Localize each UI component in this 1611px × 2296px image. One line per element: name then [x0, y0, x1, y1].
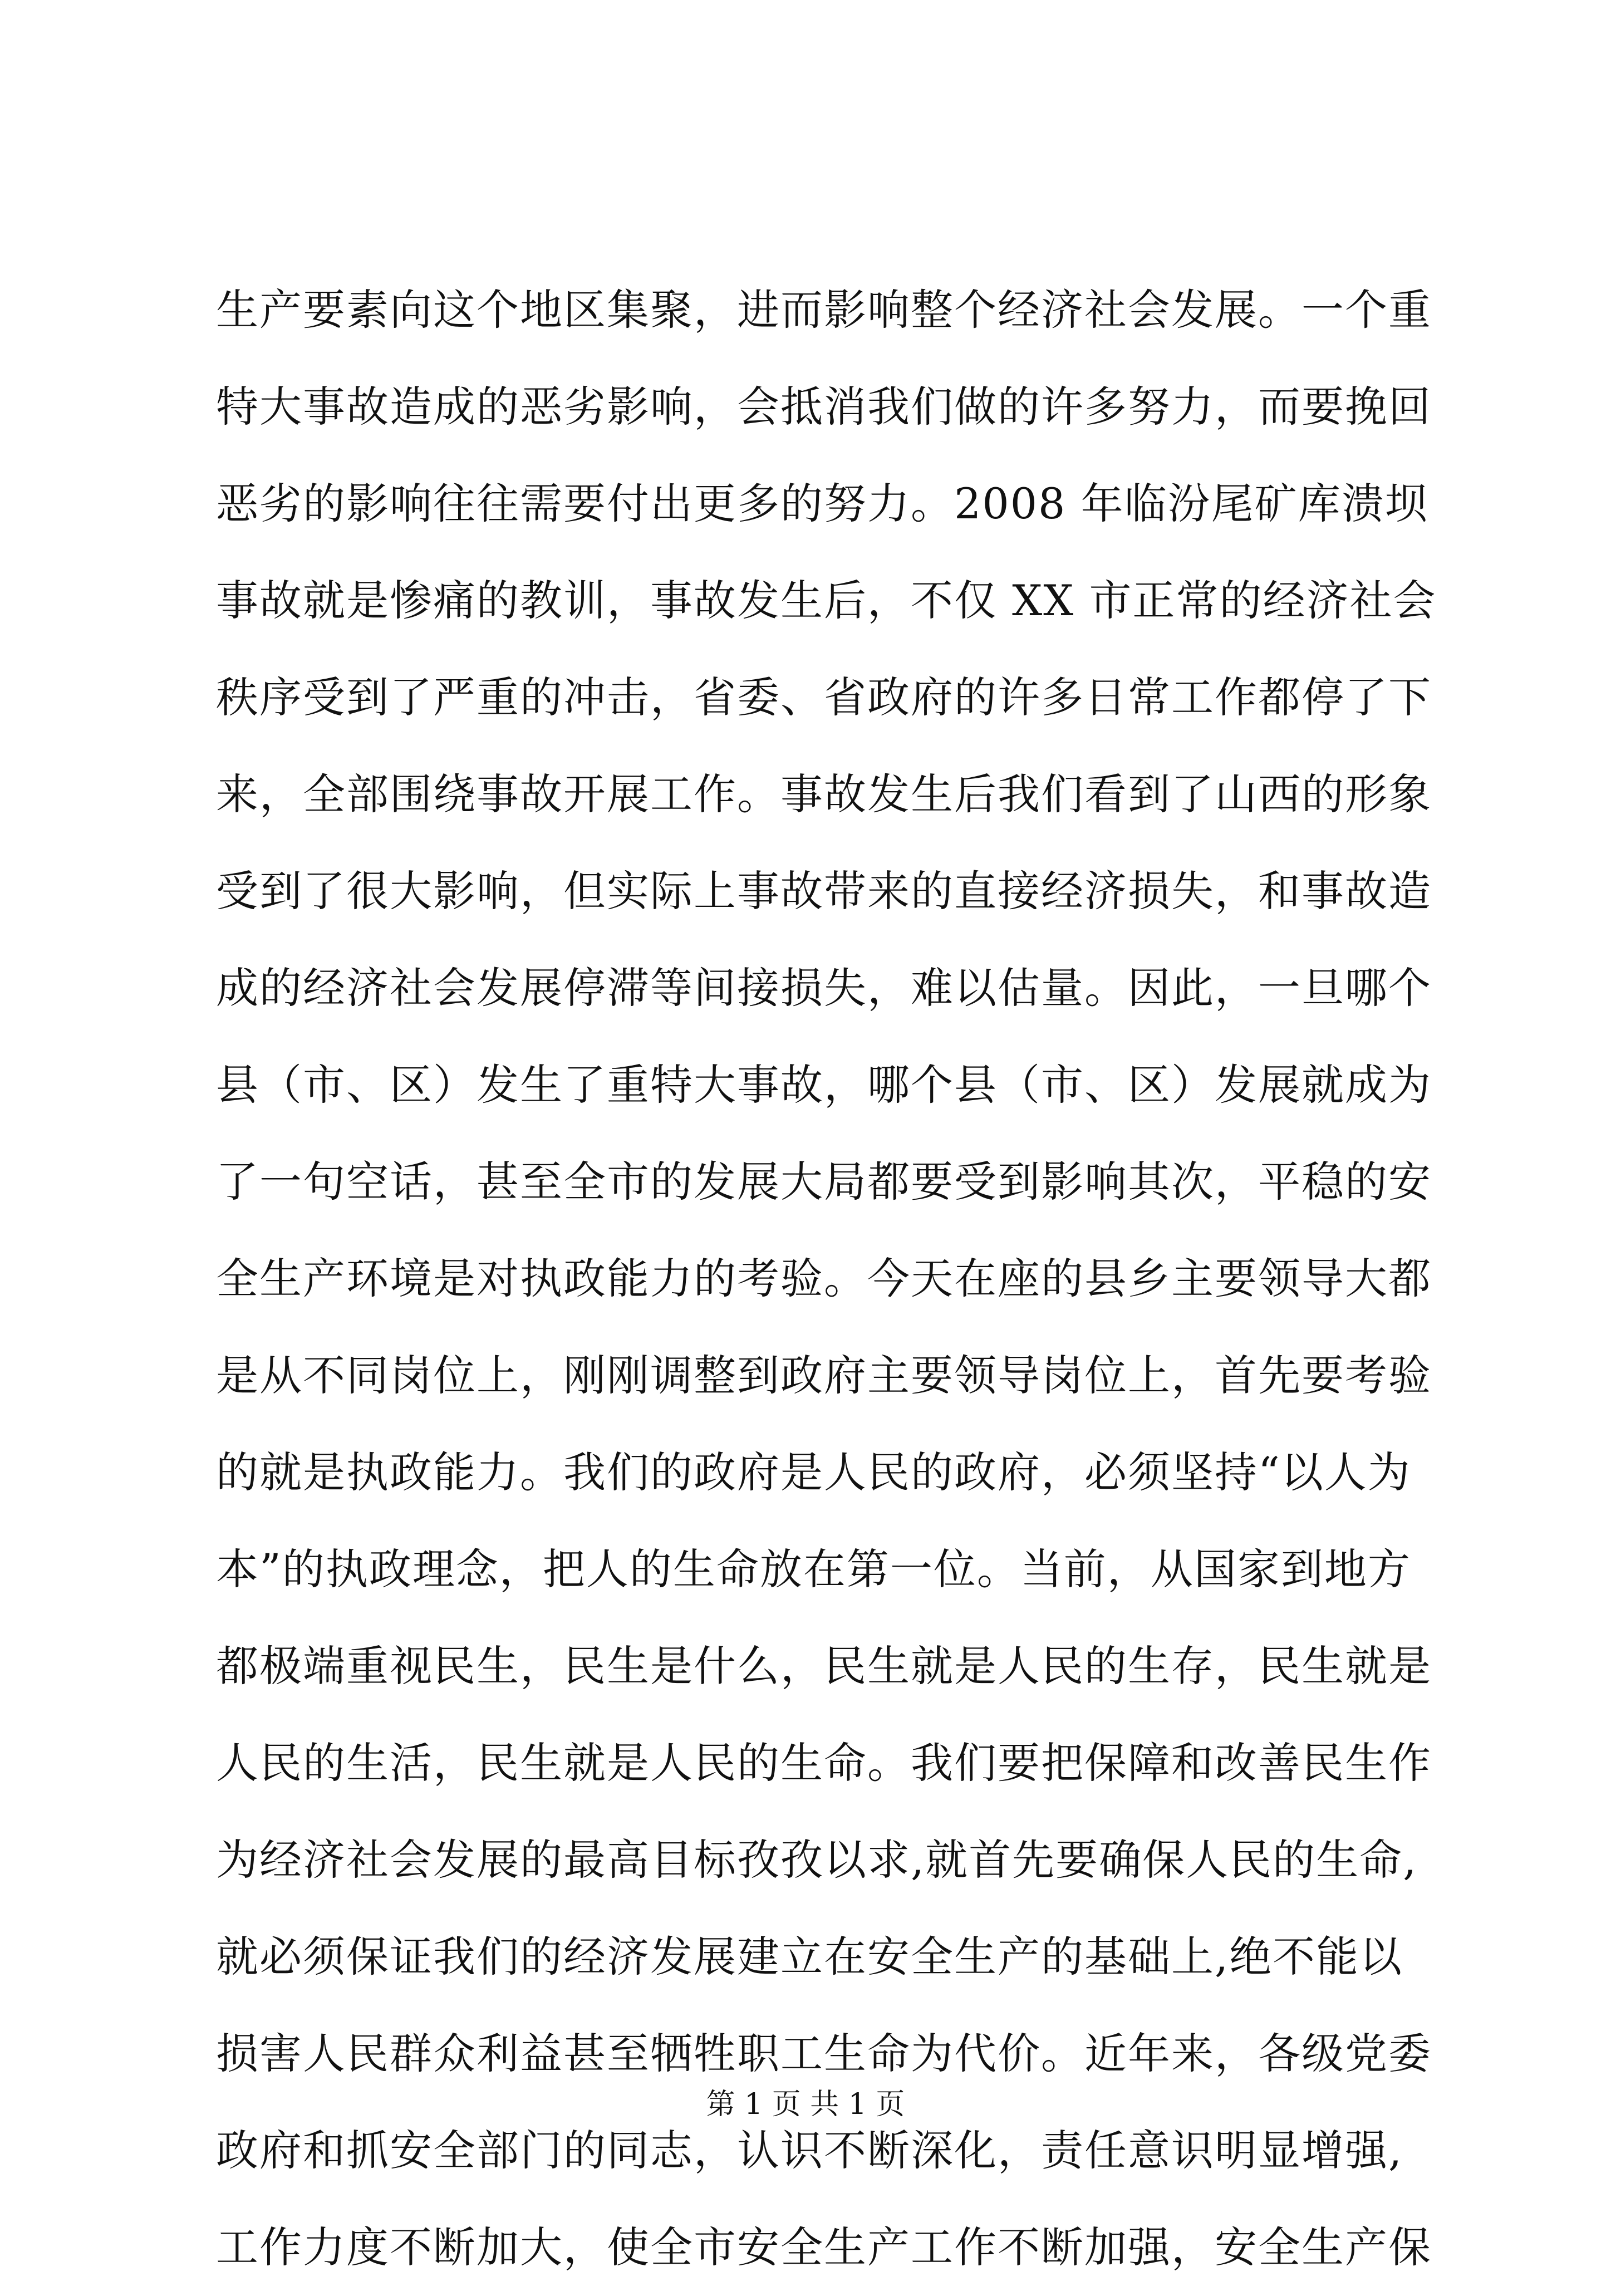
text-line: 恶劣的影响往往需要付出更多的努力。2008 年临汾尾矿库溃坝: [216, 479, 1428, 528]
text-line: 生产要素向这个地区集聚，进而影响整个经济社会发展。一个重: [216, 285, 1432, 335]
text-line: 来，全部围绕事故开展工作。事故发生后我们看到了山西的形象: [216, 769, 1432, 819]
text-line: 都极端重视民生，民生是什么，民生就是人民的生存，民生就是: [216, 1641, 1432, 1691]
text-line: 就必须保证我们的经济发展建立在安全生产的基础上,绝不能以: [216, 1932, 1403, 1981]
text-line: 人民的生活，民生就是人民的生命。我们要把保障和改善民生作: [216, 1738, 1432, 1788]
page-footer: 第 1 页 共 1 页: [706, 2088, 905, 2121]
text-line: 本”的执政理念，把人的生命放在第一位。当前，从国家到地方: [216, 1544, 1411, 1594]
text-line: 成的经济社会发展停滞等间接损失，难以估量。因此，一旦哪个: [216, 963, 1432, 1013]
text-line: 事故就是惨痛的教训，事故发生后，不仅 XX 市正常的经济社会: [216, 576, 1437, 625]
body-text: [216, 262, 1437, 2296]
text-line: 全生产环境是对执政能力的考验。今天在座的县乡主要领导大都: [216, 1254, 1432, 1303]
text-line: 县（市、区）发生了重特大事故，哪个县（市、区）发展就成为: [216, 1060, 1432, 1110]
text-line: 政府和抓安全部门的同志，认识不断深化，责任意识明显增强,: [216, 2126, 1403, 2175]
text-line: 特大事故造成的恶劣影响，会抵消我们做的许多努力，而要挽回: [216, 382, 1432, 431]
text-line: 损害人民群众利益甚至牺牲职工生命为代价。近年来，各级党委: [216, 2029, 1432, 2078]
text-line: 为经济社会发展的最高目标孜孜以求,就首先要确保人民的生命,: [216, 1835, 1418, 1885]
text-line: 了一句空话，甚至全市的发展大局都要受到影响其次，平稳的安: [216, 1157, 1432, 1206]
text-line: 是从不同岗位上，刚刚调整到政府主要领导岗位上，首先要考验: [216, 1351, 1432, 1400]
text-line: 秩序受到了严重的冲击，省委、省政府的许多日常工作都停了下: [216, 673, 1432, 722]
text-line: 的就是执政能力。我们的政府是人民的政府，必须坚持“以人为: [216, 1448, 1411, 1497]
text-line: 受到了很大影响，但实际上事故带来的直接经济损失，和事故造: [216, 866, 1432, 916]
text-line: 工作力度不断加大，使全市安全生产工作不断加强，安全生产保: [216, 2223, 1432, 2272]
